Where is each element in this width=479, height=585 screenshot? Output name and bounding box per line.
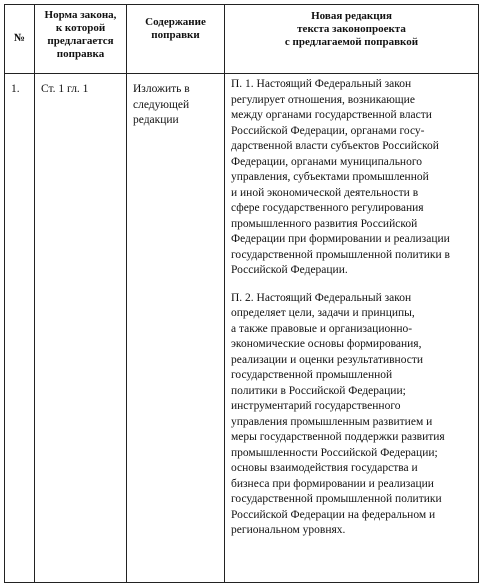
text-line: и иной экономической деятельности в xyxy=(231,186,419,199)
new-edition-cell xyxy=(225,74,479,583)
text-line: меры государственной поддержки развития xyxy=(231,431,445,443)
text-line: дарственной власти субъектов Российской xyxy=(231,140,439,152)
text-line: П. 2. Настоящий Федеральный закон xyxy=(231,291,412,304)
header-new-edition: Новая редакция текста законопроекта с предлагаемой поправкой xyxy=(225,5,479,74)
text-line: бизнеса при формировании и реализации xyxy=(231,477,434,490)
text-line: инструментарий государственного xyxy=(231,400,401,412)
text-line: промышленности Российской Федерации; xyxy=(231,446,438,459)
text-line: а также правовые и организационно- xyxy=(231,322,413,335)
norm-cell xyxy=(35,74,127,583)
text-line: Федерации, органами муниципального xyxy=(231,155,423,168)
text-line: государственной промышленной политики в xyxy=(231,248,450,261)
text-line: Российской Федерации. xyxy=(231,264,348,276)
header-row xyxy=(5,5,479,74)
paragraph-2 xyxy=(231,291,472,539)
content-line: редакции xyxy=(133,114,179,126)
text-line: государственной промышленной политики xyxy=(231,493,442,505)
text-line: государственной промышленной xyxy=(231,369,393,381)
text-line: основы взаимодействия государства и xyxy=(231,462,418,474)
row-number: 1. xyxy=(11,83,20,95)
row-number-cell xyxy=(5,74,35,583)
text-line: политики в Российской Федерации; xyxy=(231,384,406,397)
text-line: регулирует отношения, возникающие xyxy=(231,93,415,106)
text-line: экономические основы формирования, xyxy=(231,338,422,350)
table-row xyxy=(5,74,479,583)
text-line: управления промышленным развитием и xyxy=(231,415,433,428)
content-line: следующей xyxy=(133,98,190,111)
text-line: сфере государственного регулирования xyxy=(231,202,424,214)
content-cell xyxy=(127,74,225,583)
text-line: промышленного развития Российской xyxy=(231,217,418,230)
amendment-table xyxy=(4,4,479,583)
text-line: Российской Федерации, органами госу- xyxy=(231,124,425,137)
text-line: реализации и оценки результативности xyxy=(231,353,424,366)
header-number: № xyxy=(5,5,35,74)
text-line: управления, субъектами промышленной xyxy=(231,171,429,183)
text-line: между органами государственной власти xyxy=(231,109,432,121)
content-line: Изложить в xyxy=(133,83,190,95)
text-line: определяет цели, задачи и принципы, xyxy=(231,307,415,319)
text-line: региональном уровнях. xyxy=(231,524,346,536)
paragraph-1 xyxy=(231,77,472,279)
header-norm: Норма закона, к которой предлагается поправка xyxy=(35,5,127,74)
header-content: Содержание поправки xyxy=(127,5,225,74)
text-line: П. 1. Настоящий Федеральный закон xyxy=(231,78,412,90)
text-line: Федерации при формировании и реализации xyxy=(231,233,450,245)
text-line: Российской Федерации на федеральном и xyxy=(231,508,436,521)
norm-reference: Ст. 1 гл. 1 xyxy=(41,83,89,95)
